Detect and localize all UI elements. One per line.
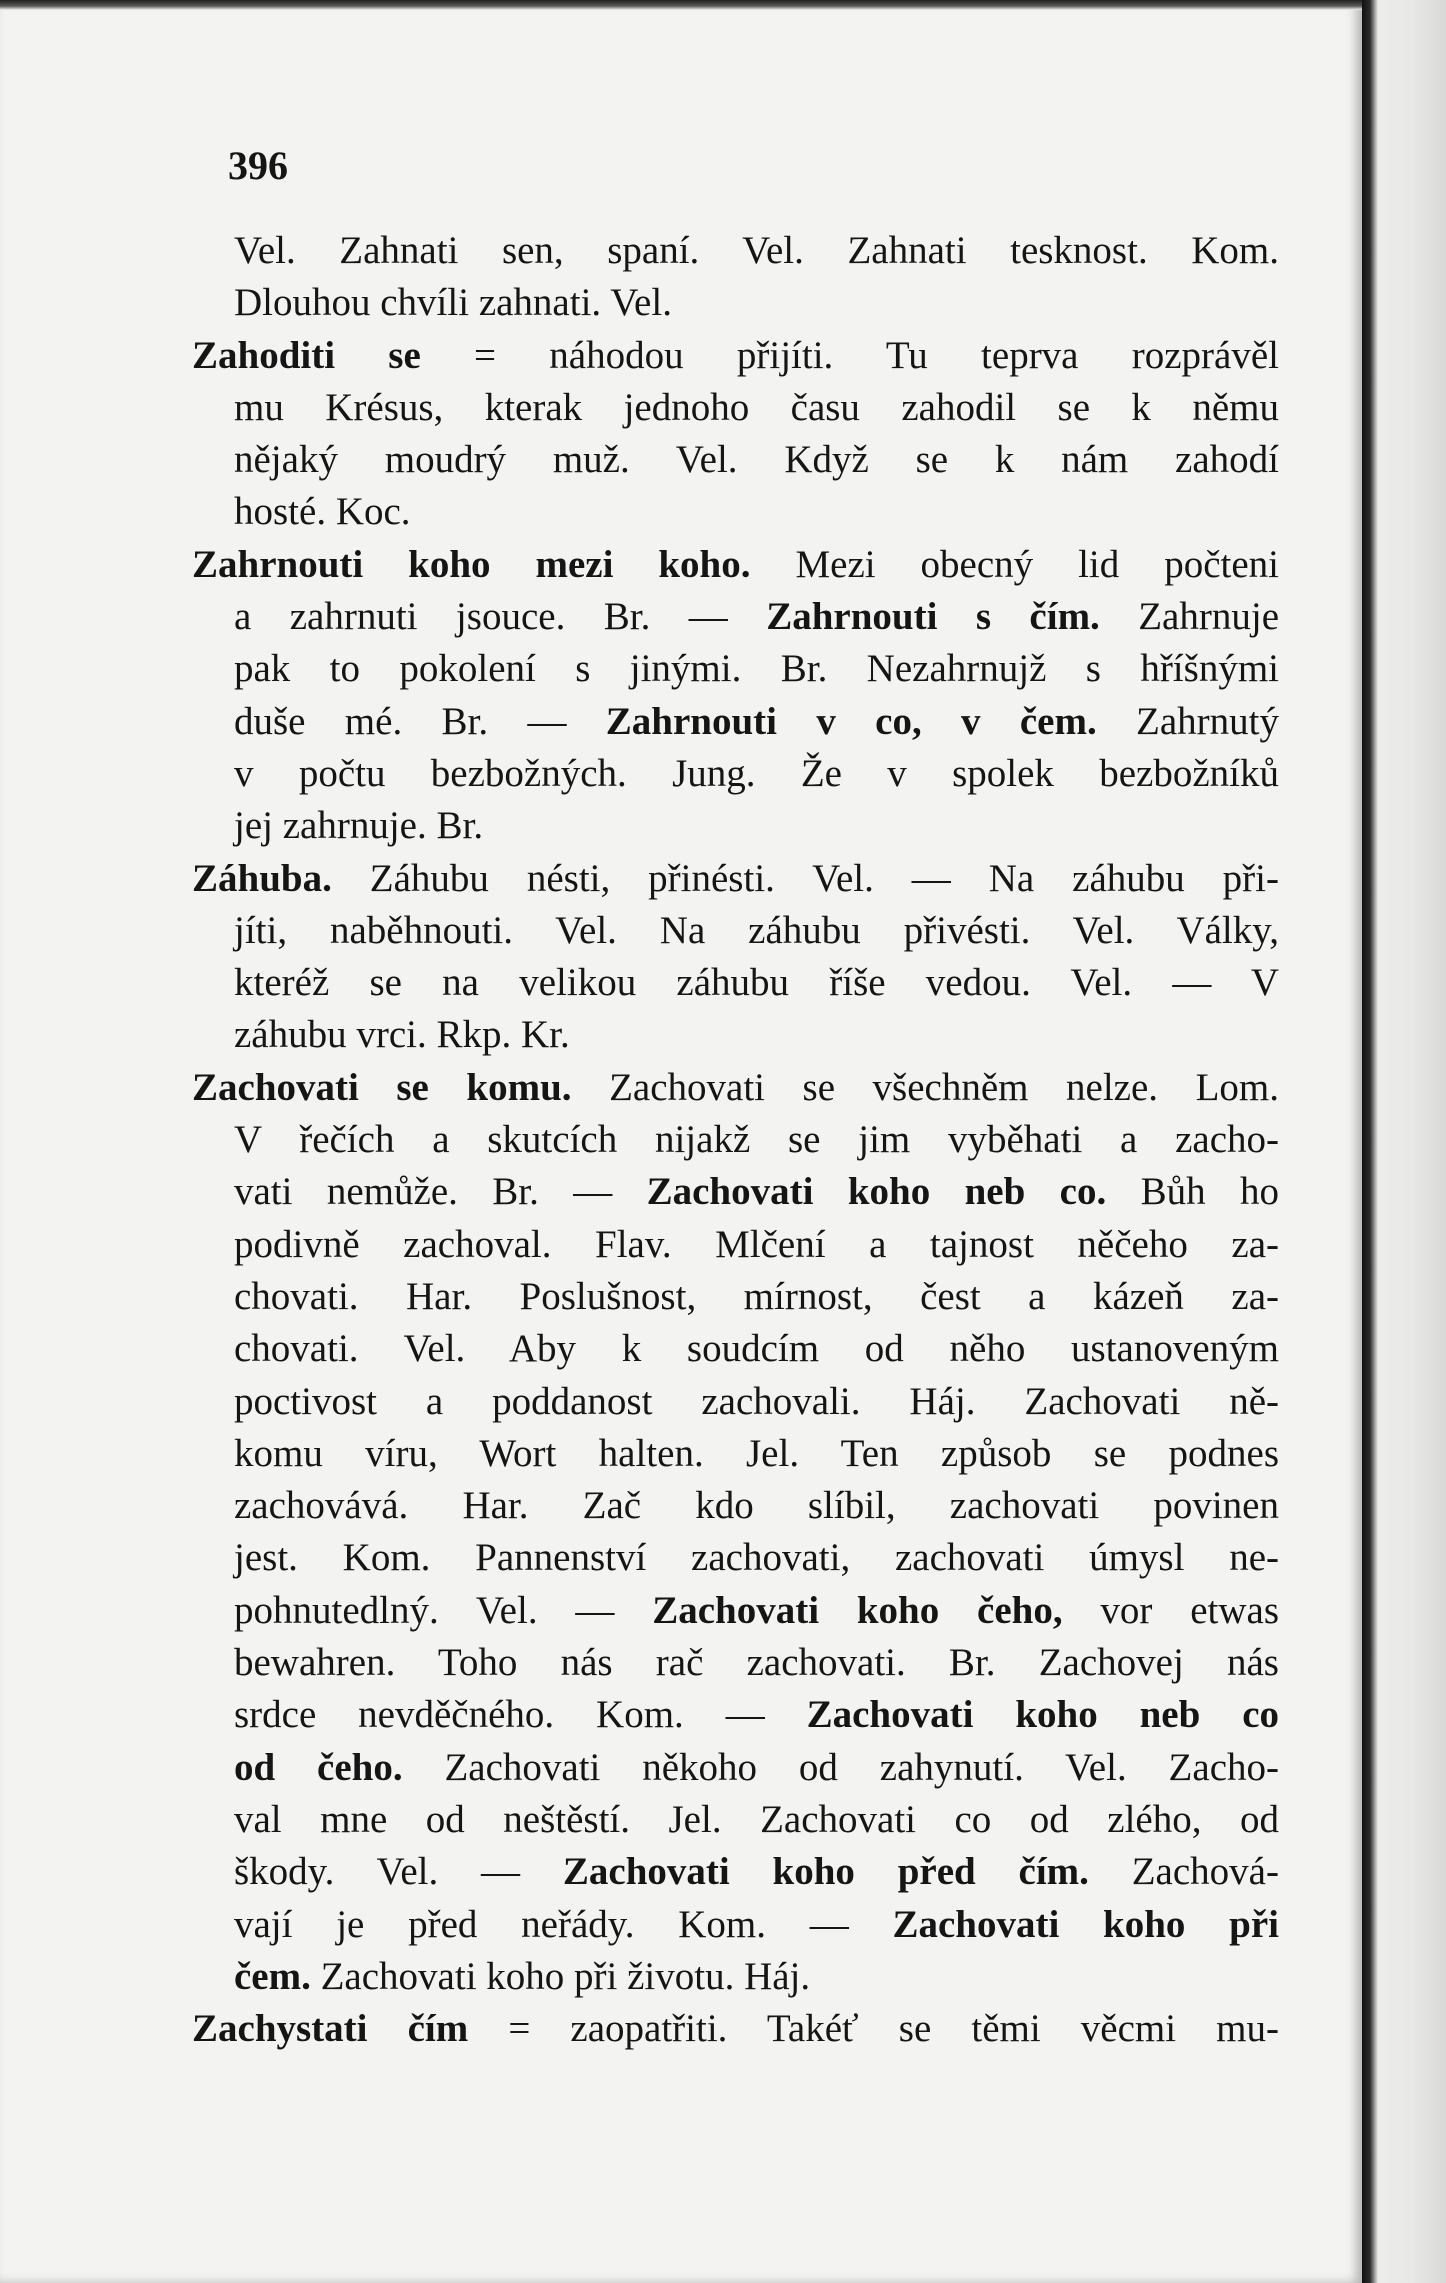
text-line xyxy=(234,1899,1279,1951)
headword: Zahoditi se xyxy=(192,333,421,377)
text-run: bewahren. Toho nás rač zachovati. Br. Zachovej nás xyxy=(234,1641,1279,1685)
page-top-edge xyxy=(0,0,1362,10)
entry-headline xyxy=(192,1062,1279,1114)
entry-headline xyxy=(192,853,1279,905)
text-run: Vel. Zahnati sen, spaní. Vel. Zahnati tesknost. Kom. xyxy=(234,229,1279,272)
headword: Zahrnouti s čím. xyxy=(766,595,1100,639)
text-line xyxy=(234,1480,1279,1532)
headword: od čeho. xyxy=(234,1745,403,1789)
text-run: vati nemůže. Br. — xyxy=(234,1170,647,1214)
text-run: = náhodou přijíti. Tu teprva rozprávěl xyxy=(420,333,1279,377)
headword: Zachovati koho neb co xyxy=(806,1693,1280,1737)
text-line xyxy=(234,1376,1279,1428)
text-line xyxy=(234,696,1279,748)
text-run: V řečích a skutcích nijakž se jim vyběhati a zacho- xyxy=(234,1118,1279,1162)
headword: Zachovati koho před čím. xyxy=(562,1850,1089,1894)
text-run: vají je před neřády. Kom. — xyxy=(234,1902,893,1946)
text-run: val mne od neštěstí. Jel. Zachovati co od zlého, od xyxy=(234,1797,1279,1841)
headword: Zachovati koho neb co. xyxy=(646,1170,1107,1214)
headword: čem. xyxy=(234,1954,311,1998)
text-line xyxy=(234,1742,1279,1794)
text-run: chovati. Har. Poslušnost, mírnost, čest a kázeň za- xyxy=(234,1274,1279,1318)
text-run: škody. Vel. — xyxy=(234,1850,563,1894)
text-line xyxy=(234,1637,1279,1689)
text-run: v počtu bezbožných. Jung. Že v spolek bezbožníků xyxy=(234,751,1279,795)
text-run: Bůh ho xyxy=(1106,1170,1279,1214)
text-line xyxy=(234,1219,1279,1271)
page-number: 396 xyxy=(228,143,288,188)
headword: Záhuba. xyxy=(192,856,332,900)
text-run: Zahrnutý xyxy=(1096,699,1279,743)
text-run: chovati. Vel. Aby k soudcím od něho ustanoveným xyxy=(234,1327,1279,1371)
headword: Zahrnouti koho mezi koho. xyxy=(192,542,751,586)
headword: Zachovati se komu. xyxy=(192,1065,572,1109)
text-run: záhubu vrci. Rkp. Kr. xyxy=(234,1013,570,1057)
dictionary-text xyxy=(192,225,1280,2055)
headword: Zachovati koho při xyxy=(892,1902,1279,1946)
text-line xyxy=(234,1114,1279,1166)
text-line xyxy=(234,434,1279,486)
book-spine xyxy=(1362,0,1446,2283)
text-run: hosté. Koc. xyxy=(234,490,411,534)
entry-headline xyxy=(192,2003,1279,2055)
text-line xyxy=(234,748,1279,800)
text-run: pohnutedlný. Vel. — xyxy=(234,1588,653,1632)
text-run: Zachovati někoho od zahynutí. Vel. Zacho- xyxy=(402,1745,1279,1789)
text-run: pak to pokolení s jinými. Br. Nezahrnujž s hříšnými xyxy=(234,647,1279,691)
text-line xyxy=(234,1846,1279,1898)
text-line xyxy=(234,957,1279,1009)
text-run: Mezi obecný lid počteni xyxy=(750,542,1280,586)
text-line xyxy=(234,225,1279,277)
text-run: jest. Kom. Pannenství zachovati, zachovati úmysl ne- xyxy=(234,1536,1279,1580)
text-run: jej zahrnuje. Br. xyxy=(234,804,484,848)
text-line xyxy=(234,1532,1279,1584)
headword: Zachystati čím xyxy=(192,2007,469,2051)
text-line xyxy=(234,1009,1279,1061)
text-run: = zaopatřiti. Takéť se těmi věcmi mu- xyxy=(468,2007,1279,2051)
text-run: komu víru, Wort halten. Jel. Ten způsob se podnes xyxy=(234,1431,1279,1475)
text-line xyxy=(234,800,1279,852)
text-line xyxy=(234,643,1279,695)
text-run: Zachovati se všechněm nelze. Lom. xyxy=(571,1065,1279,1109)
text-line xyxy=(234,486,1279,538)
text-run: Záhubu nésti, přinésti. Vel. — Na záhubu při- xyxy=(331,856,1279,900)
text-run: srdce nevděčného. Kom. — xyxy=(234,1693,807,1737)
text-run: vor etwas xyxy=(1062,1588,1280,1632)
headword: Zahrnouti v co, v čem. xyxy=(605,699,1097,743)
headword: Zachovati koho čeho, xyxy=(652,1588,1063,1632)
text-run: mu Krésus, kterak jednoho času zahodil se k němu xyxy=(234,385,1279,429)
text-line xyxy=(234,277,1279,329)
text-run: Zachová- xyxy=(1088,1850,1279,1894)
text-line xyxy=(234,1166,1279,1218)
text-line xyxy=(234,1271,1279,1323)
text-line xyxy=(234,1585,1279,1637)
text-run: jíti, naběhnouti. Vel. Na záhubu přivésti. Vel. Války, xyxy=(234,908,1279,952)
entry-headline xyxy=(192,539,1279,591)
text-line xyxy=(234,1323,1279,1375)
text-line xyxy=(234,1951,1279,2003)
text-line xyxy=(234,1689,1279,1741)
text-line xyxy=(234,905,1279,957)
text-line xyxy=(234,1428,1279,1480)
text-run: Dlouhou chvíli zahnati. Vel. xyxy=(234,281,672,325)
text-run: kteréž se na velikou záhubu říše vedou. Vel. — V xyxy=(234,961,1279,1005)
text-run: a zahrnuti jsouce. Br. — xyxy=(234,595,767,639)
text-line xyxy=(234,382,1279,434)
text-line xyxy=(234,1794,1279,1846)
text-run: poctivost a poddanost zachovali. Háj. Zachovati ně- xyxy=(234,1379,1279,1423)
text-run: zachovává. Har. Zač kdo slíbil, zachovati povinen xyxy=(234,1484,1279,1528)
entry-headline xyxy=(192,330,1279,382)
text-run: duše mé. Br. — xyxy=(234,699,606,743)
text-run: Zahrnuje xyxy=(1099,595,1279,639)
text-line xyxy=(234,591,1279,643)
text-run: nějaký moudrý muž. Vel. Když se k nám zahodí xyxy=(234,438,1279,482)
text-run: Zachovati koho při životu. Háj. xyxy=(310,1954,811,1998)
text-run: podivně zachoval. Flav. Mlčení a tajnost něčeho za- xyxy=(234,1222,1279,1266)
